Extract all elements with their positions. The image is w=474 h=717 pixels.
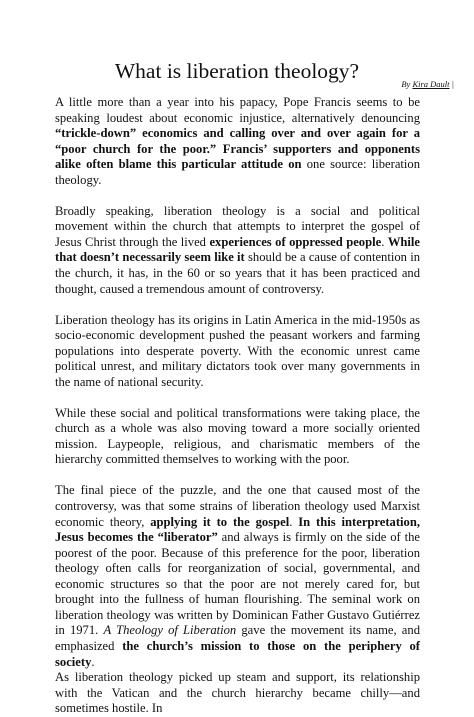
byline-prefix: By — [401, 79, 411, 89]
p5-text-c: . — [289, 514, 299, 529]
author-link[interactable]: Kira Dault — [412, 79, 450, 89]
byline-suffix: | — [451, 79, 454, 89]
p5-bold-d: In this interpretation, Jesus becomes the “liberator” — [55, 514, 420, 545]
p1-text-c: one source: liberation theology. — [55, 157, 420, 187]
paragraph-1 — [55, 95, 420, 188]
p2-text-c: . — [381, 234, 388, 249]
p2-bold-b: experiences of oppressed people — [209, 234, 382, 249]
p1-bold-b: “trickle-down” economics and calling over and over again for a “poor church for the poor.” Francis’ supporters and opponents alike often blame this particular attitude on — [55, 126, 420, 172]
paragraph-6: As liberation theology picked up steam and support, its relationship with the Vatican and the church hierarchy became chilly—and sometimes hostile. In — [55, 670, 420, 716]
article-body — [55, 95, 420, 717]
p5-bold-h: the church’s mission to those on the periphery of society — [55, 638, 420, 669]
paragraph-2 — [55, 204, 420, 297]
byline — [401, 79, 454, 89]
paragraph-3: Liberation theology has its origins in Latin America in the mid-1950s as socio-economic development pushed the peasant workers and farming populations into desperate poverty. With the economic unrest came political unrest, and military dictators took over many governments in the name of national security. — [55, 312, 420, 389]
p2-text-e: should be a cause of contention in the church, it has, in the 60 or so years that it has been practiced and thought, caused a tremendous amount of controversy. — [55, 250, 420, 296]
p1-text-a: A little more than a year into his papacy, Pope Francis seems to be speaking loudest about economic injustice, alternatively denouncing — [55, 95, 420, 125]
page-title: What is liberation theology? — [114, 59, 360, 83]
p5-book-title: A Theology of Liberation — [103, 623, 237, 638]
p5-text-e: and always is firmly on the side of the poorest of the poor. Because of this preference for the poor, liberation theology often calls for reorganization of social, governmental, and economic structures so that the poor are not merely cared for, but brought into the fullness of human flourishing. The seminal work on liberation theology was written by Dominican Father Gustavo Gutiérrez in 1971. — [55, 530, 420, 638]
p5-bold-b: applying it to the gospel — [150, 514, 290, 529]
paragraph-4: While these social and political transformations were taking place, the church as a whole was also moving toward a more socially oriented mission. Laypeople, religious, and charismatic members of the hierarchy committed themselves to working with the poor. — [55, 405, 420, 467]
p2-bold-d: While that doesn’t necessarily seem like it — [55, 234, 420, 265]
p5-text-g: gave the movement its name, and emphasized — [55, 623, 420, 653]
p5-text-a: The final piece of the puzzle, and the one that caused most of the controversy, was that some strains of liberation theology used Marxist economic theory, — [55, 483, 420, 529]
p2-text-a: Broadly speaking, liberation theology is a social and political movement within the church that attempts to interpret the gospel of Jesus Christ through the lived — [55, 203, 420, 249]
paragraph-5 — [55, 483, 420, 670]
p5-text-i: . — [91, 654, 95, 669]
